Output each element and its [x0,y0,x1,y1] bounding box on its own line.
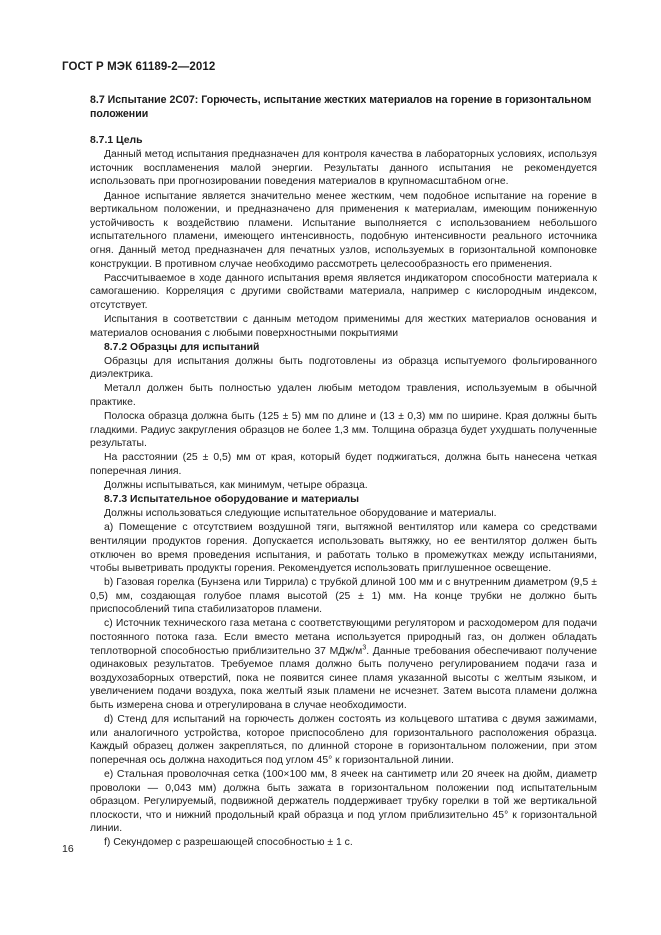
page-number: 16 [62,843,74,855]
paragraph: Металл должен быть полностью удален любым методом травления, используемым в обычной практике. [90,383,597,408]
subsection-heading-equipment: 8.7.3 Испытательное оборудование и материалы [104,494,360,506]
paragraph: Должны использоваться следующие испытательное оборудование и материалы. [104,508,497,520]
paragraph: Испытания в соответствии с данным методом применимы для жестких материалов основания и материалов основания с любыми поверхностными покрытиями [90,313,597,339]
list-item-c [90,617,597,712]
list-item-d: d) Стенд для испытаний на горючесть должен состоять из кольцевого штатива с двумя зажимами, или аналогичного устройства, которое приспособлено для горизонтального расположения образца. Каждый образец должен закрепляться, по длинной стороне в горизонтальном положении, при этом поперечная ось должна находиться под углом 45° к горизонтальной линии. [90,714,597,766]
list-item-c-text-tail: . Данные требования обеспечивают получение одинаковых результатов. Требуемое пламя должно быть получено регулированием подачи газа и воздухозаборных отверстий, пока не появится синее пламя указанной высоты с желтым языком, и увеличением подачи воздуха, пока желтый язык пламени не исчезнет. Затем высота пламени должна быть измерена снова и отрегулирована в случае необходимости. [90,645,597,712]
subsection-heading-purpose: 8.7.1 Цель [90,135,143,147]
paragraph: На расстоянии (25 ± 0,5) мм от края, который будет поджигаться, должна быть нанесена четкая поперечная линия. [90,452,597,477]
list-item-c-text: с) Источник технического газа метана с соответствующими регулятором и расходомером для подачи постоянного потока газа. Если вместо метана используется природный газ, он должен обладать теплотворной способностью приблизительно 37 МДж/м [90,618,597,657]
paragraph: Полоска образца должна быть (125 ± 5) мм по длине и (13 ± 0,3) мм по ширине. Края должны быть гладкими. Радиус закругления образцов не более 1,3 мм. Толщина образца будет ухудшать полученные результаты. [90,411,597,450]
paragraph: Данный метод испытания предназначен для контроля качества в лабораторных условиях, используя источник воспламенения малой энергии. Результаты данного испытания не рекомендуется использовать при прогнозировании поведения материалов в крупномасштабном огне. [90,149,597,188]
section-title: 8.7 Испытание 2С07: Горючесть, испытание жестких материалов на горение в горизонтальном положении [90,94,592,120]
superscript: 3 [362,644,367,652]
document-header: ГОСТ Р МЭК 61189-2—2012 [62,61,216,73]
list-item-f: f) Секундомер с разрешающей способностью ± 1 с. [104,837,353,849]
paragraph: Рассчитываемое в ходе данного испытания время является индикатором способности материала к самогашению. Корреляция с другими свойствами материала, например с кислородным индексом, отсутствует. [90,272,597,311]
list-item-b: b) Газовая горелка (Бунзена или Тиррила) с трубкой длиной 100 мм и с внутренним диаметром (9,5 ± 0,5) мм, создающая голубое пламя высотой (25 ± 1) мм. На конце трубки не должно быть приспособлений типа стабилизаторов пламени. [90,577,597,616]
list-item-a: а) Помещение с отсутствием воздушной тяги, вытяжной вентилятор или камера со средствами вентиляции продуктов горения. Допускается использовать вытяжку, но ее вентилятор должен быть отключен во время проведения испытания, и работать только в промежутках между испытаниями, чтобы выветривать продукты горения. Рекомендуется использовать приглушенное освещение. [90,522,597,575]
subsection-heading-specimens: 8.7.2 Образцы для испытаний [104,341,260,353]
paragraph: Данное испытание является значительно менее жестким, чем подобное испытание на горение в вертикальном положении, и предназначено для применения к материалам, имеющим пониженную устойчивость к воздействию пламени. Испытание выполняется с использованием небольшого испытательного пламени, имеющего интенсивность, подобную интенсивности реального источника огня. Данный метод предназначен для печатных узлов, используемых в горизонтальной компоновке конструкции. В противном случае необходимо рассмотреть целесообразность его применения. [90,190,597,270]
list-item-e: е) Стальная проволочная сетка (100×100 мм, 8 ячеек на сантиметр или 20 ячеек на дюйм, диаметр проволоки — 0,043 мм) должна быть зажата в горизонтальном положении под испытательным образцом. Регулируемый, подвижной держатель поддерживает трубку горелки в той же вертикальной плоскости, что и нижний продольный край образца и под углом приблизительно 45° к горизонтальной линии. [90,769,597,835]
document-body [90,94,597,850]
paragraph: Образцы для испытания должны быть подготовлены из образца испытуемого фольгированного диэлектрика. [90,355,597,381]
paragraph: Должны испытываться, как минимум, четыре образца. [104,480,368,492]
